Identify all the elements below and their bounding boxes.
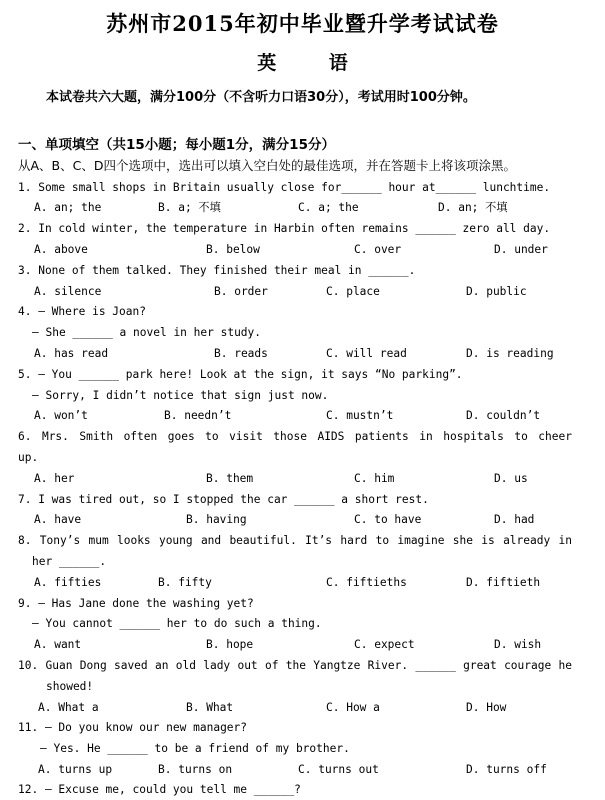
- option-a: A. turns up: [38, 763, 113, 776]
- question-12-stem: 12. — Excuse me, could you tell me ______?: [18, 783, 301, 796]
- option-b: B. turns on: [158, 763, 233, 776]
- question-3-stem: 3. None of them talked. They finished their meal in ______.: [18, 264, 416, 277]
- option-c: C. over: [354, 243, 402, 256]
- question-6-stem-line-2: up.: [18, 451, 39, 464]
- option-d: D. turns off: [466, 763, 547, 776]
- option-c: C. expect: [354, 638, 415, 651]
- subject-title: 英 语: [257, 52, 348, 74]
- question-5-stem-line-2: — Sorry, I didn’t notice that sign just now.: [32, 389, 329, 402]
- option-d: D. is reading: [466, 347, 554, 360]
- option-d: D. fiftieth: [466, 576, 541, 589]
- option-a: A. have: [34, 513, 82, 526]
- option-c: C. a; the: [298, 201, 359, 214]
- option-a: A. above: [34, 243, 88, 256]
- exam-title: 苏州市2015年初中毕业暨升学考试试卷: [106, 11, 499, 36]
- option-a: A. won’t: [34, 409, 88, 422]
- option-b: B. reads: [214, 347, 268, 360]
- question-9-stem-line-2: — You cannot ______ her to do such a thing.: [32, 617, 322, 630]
- option-b: B. a; 不填: [158, 201, 221, 214]
- option-c: C. fiftieths: [326, 576, 407, 589]
- option-a: A. fifties: [34, 576, 102, 589]
- section-title: 一、单项填空（共15小题；每小题1分，满分15分）: [18, 137, 335, 153]
- question-11-stem: 11. — Do you know our new manager?: [18, 721, 248, 734]
- option-b: B. below: [206, 243, 260, 256]
- question-8-stem-line-2: her ______.: [32, 555, 107, 568]
- option-d: D. wish: [494, 638, 542, 651]
- option-b: B. hope: [206, 638, 254, 651]
- option-c: C. mustn’t: [326, 409, 394, 422]
- option-a: A. an; the: [34, 201, 102, 214]
- option-d: D. an; 不填: [438, 201, 508, 214]
- exam-instructions: 本试卷共六大题，满分100分（不含听力口语30分），考试用时100分钟。: [46, 90, 476, 105]
- option-d: D. us: [494, 472, 528, 485]
- option-c: C. him: [354, 472, 395, 485]
- question-4-stem-line-2: — She ______ a novel in her study.: [32, 326, 262, 339]
- option-b: B. having: [186, 513, 247, 526]
- option-d: D. couldn’t: [466, 409, 541, 422]
- question-7-stem: 7. I was tired out, so I stopped the car ______ a short rest.: [18, 493, 429, 506]
- option-c: C. place: [326, 285, 380, 298]
- option-c: C. will read: [326, 347, 407, 360]
- question-4-stem: 4. — Where is Joan?: [18, 305, 146, 318]
- option-a: A. silence: [34, 285, 102, 298]
- option-c: C. to have: [354, 513, 422, 526]
- question-1-stem: 1. Some small shops in Britain usually close for______ hour at______ lunchtime.: [18, 181, 551, 194]
- option-b: B. fifty: [158, 576, 212, 589]
- option-c: C. How a: [326, 701, 380, 714]
- option-b: B. order: [214, 285, 268, 298]
- question-9-stem: 9. — Has Jane done the washing yet?: [18, 597, 254, 610]
- option-d: D. How: [466, 701, 507, 714]
- question-11-stem-line-2: — Yes. He ______ to be a friend of my brother.: [40, 742, 350, 755]
- question-5-stem: 5. — You ______ park here! Look at the sign, it says “No parking”.: [18, 368, 463, 381]
- option-a: A. want: [34, 638, 82, 651]
- option-d: D. public: [466, 285, 527, 298]
- question-10-stem-line-2: showed!: [46, 680, 94, 693]
- option-b: B. them: [206, 472, 254, 485]
- option-b: B. What: [186, 701, 234, 714]
- option-d: D. under: [494, 243, 548, 256]
- option-d: D. had: [494, 513, 535, 526]
- option-a: A. What a: [38, 701, 99, 714]
- section-description: 从A、B、C、D四个选项中，选出可以填入空白处的最佳选项，并在答题卡上将该项涂黑。: [18, 158, 516, 173]
- question-2-stem: 2. In cold winter, the temperature in Harbin often remains ______ zero all day.: [18, 222, 551, 235]
- option-a: A. has read: [34, 347, 109, 360]
- option-a: A. her: [34, 472, 75, 485]
- option-c: C. turns out: [298, 763, 379, 776]
- question-8-stem: 8. Tony’s mum looks young and beautiful. It’s hard to imagine she is already in: [18, 534, 572, 547]
- question-10-stem: 10. Guan Dong saved an old lady out of the Yangtze River. ______ great courage he: [18, 659, 572, 672]
- option-b: B. needn’t: [164, 409, 232, 422]
- question-6-stem: 6. Mrs. Smith often goes to visit those AIDS patients in hospitals to cheer: [18, 430, 572, 443]
